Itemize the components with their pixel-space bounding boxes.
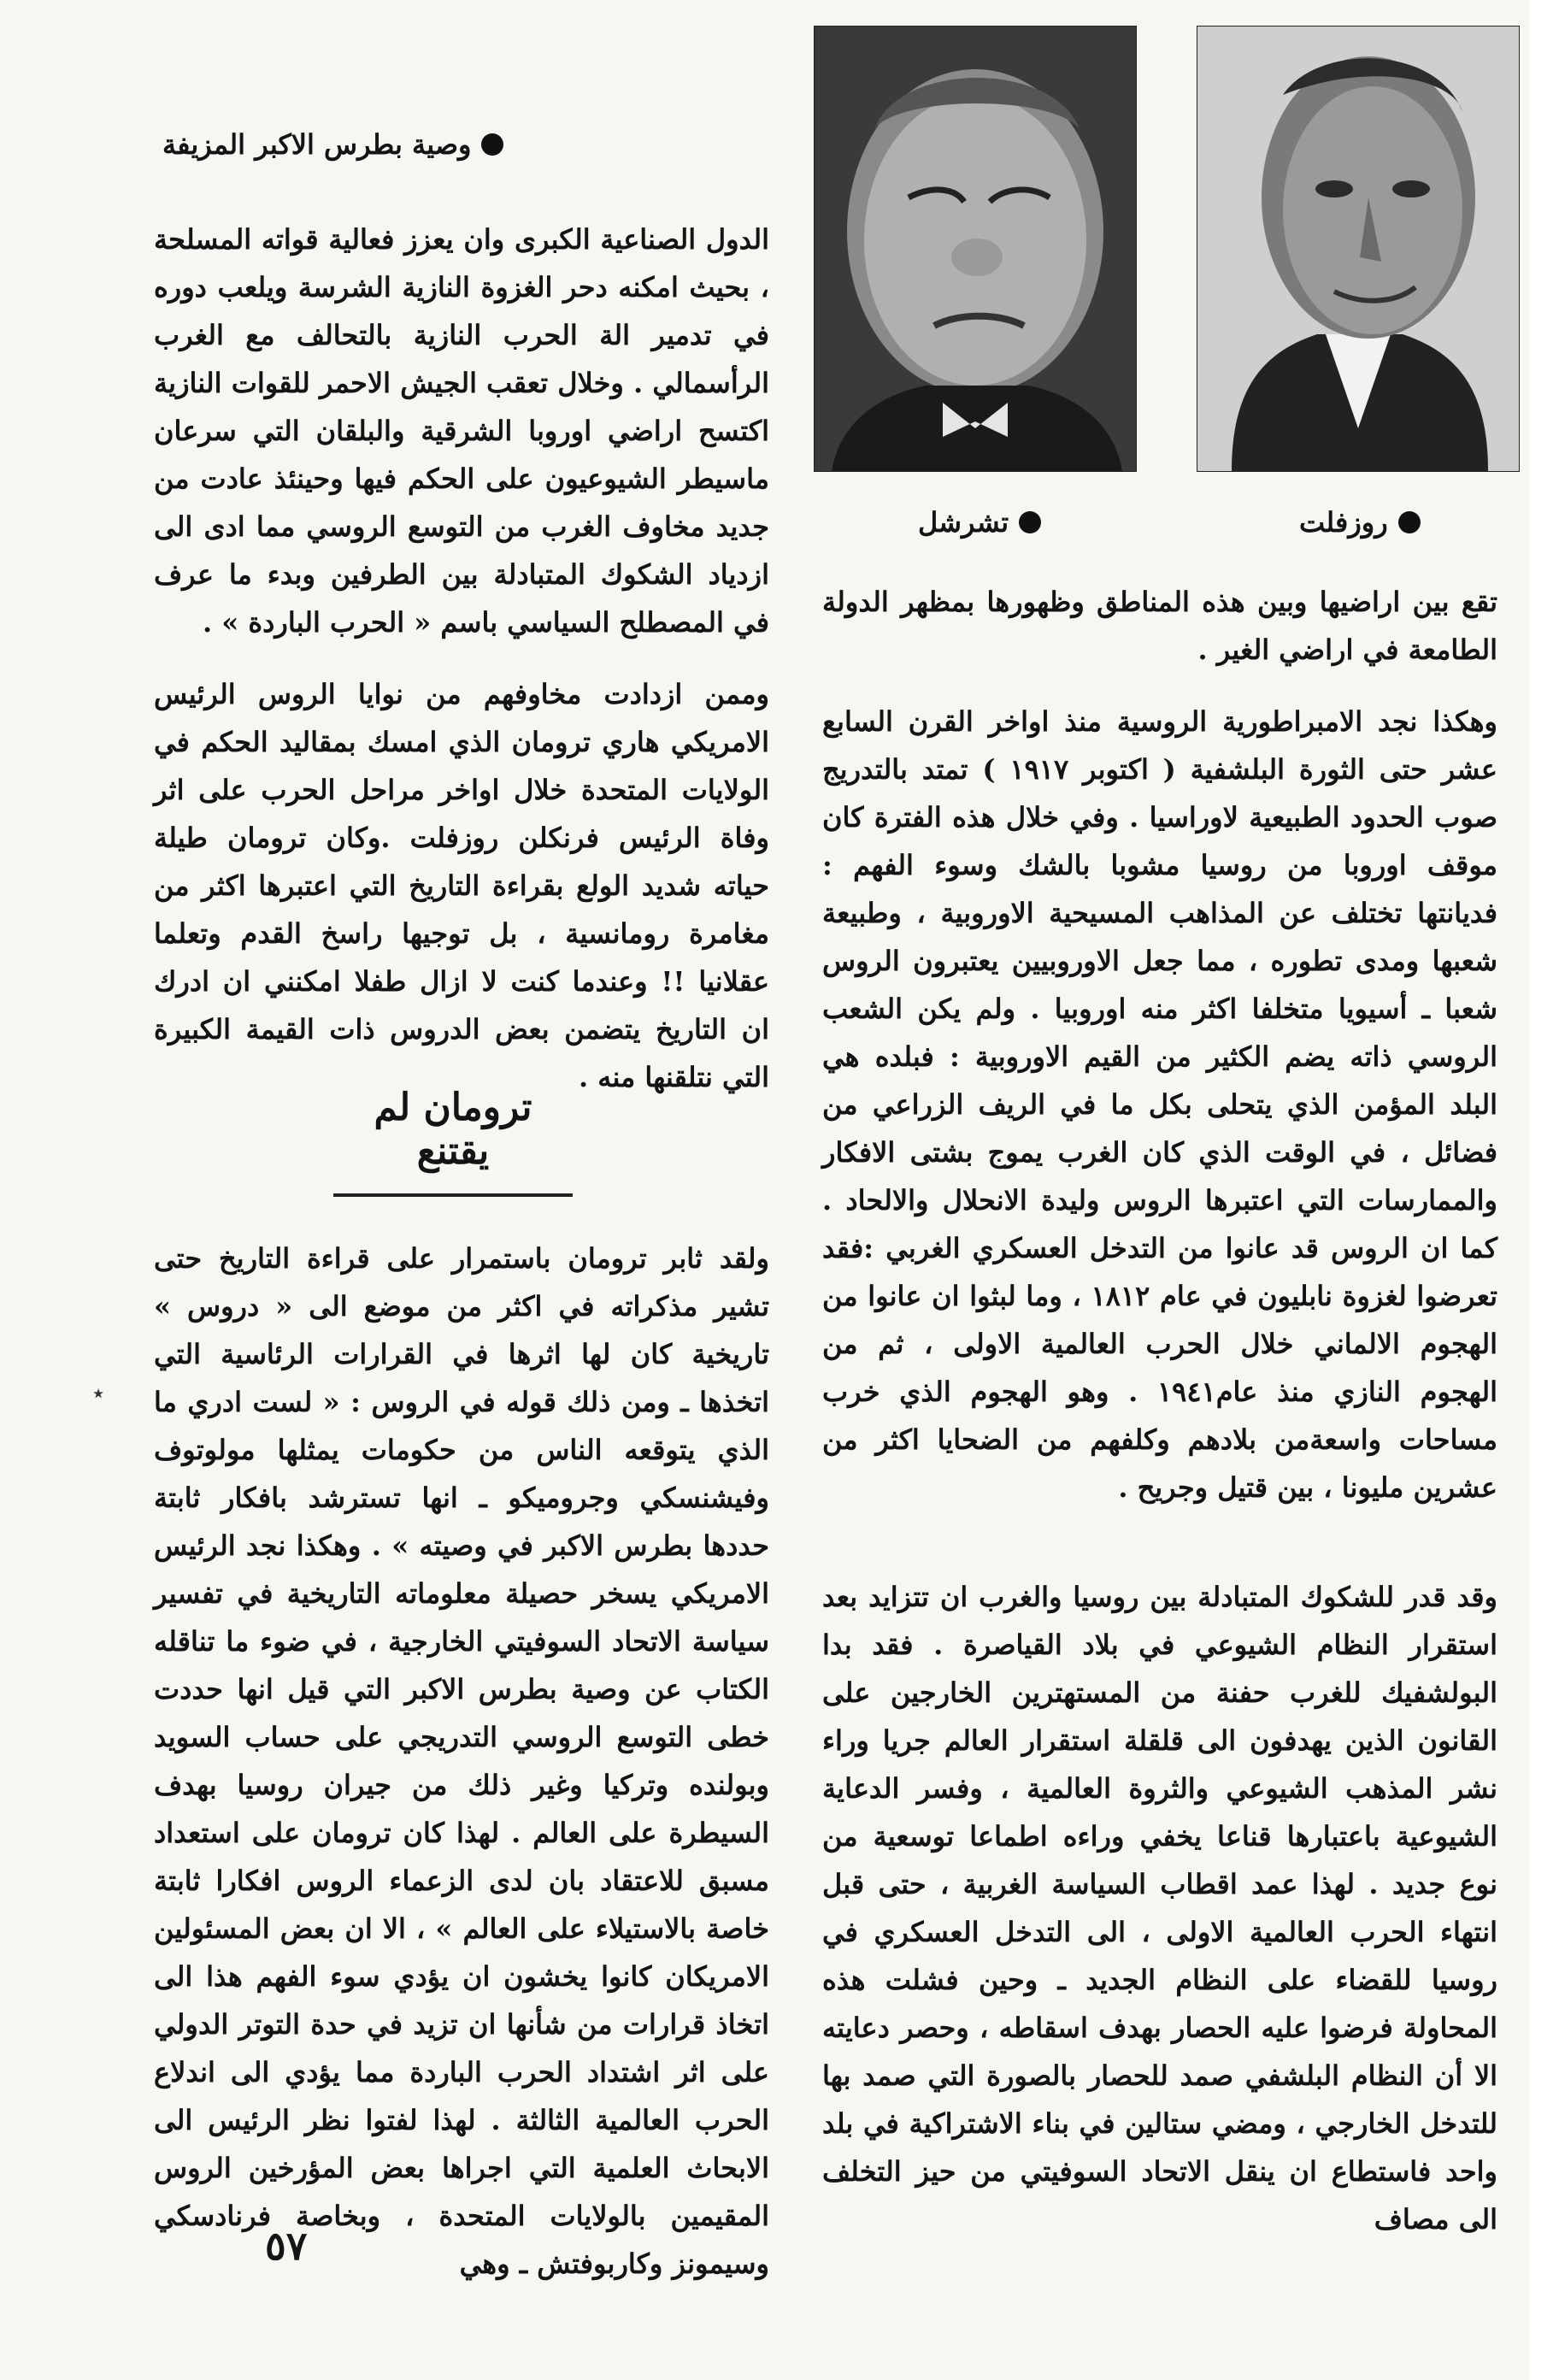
bullet-icon <box>1398 511 1421 533</box>
caption-churchill <box>918 506 1041 539</box>
margin-mark: ٭ <box>92 1381 105 1406</box>
section-heading: ترومان لم يقتنع <box>333 1086 573 1197</box>
paragraph: وهكذا نجد الامبراطورية الروسية منذ اواخر القرن السابع عشر حتى الثورة البلشفية ( اكتوبر ١٩١٧ ) تمتد بالتدريج صوب الحدود الطبيعية لاوراسيا . وفي خلال هذه الفترة كان موقف اوروبا من روسيا مشوبا بالشك وسوء الفهم : فديانتها تختلف عن المذاهب المسيحية الاوروبية ، وطبيعة شعبها ومدى تطوره ، مما جعل الاوروبيين يعتبرون الروس شعبا ـ أسيويا متخلفا اكثر منه اوروبيا . ولم يكن الشعب الروسي ذاته يضم الكثير من القيم الاوروبية : فبلده هي البلد المؤمن الذي يتحلى بكل ما في الريف الزراعي من فضائل ، في الوقت الذي كان الغرب يموج بشتى الافكار والممارسات التي اعتبرها الروس وليدة الانحلال والالحاد . كما ان الروس قد عانوا من التدخل العسكري الغربي :فقد تعرضوا لغزوة نابليون في عام ١٨١٢ ، وما لبثوا ان عانوا من الهجوم الالماني خلال الحرب العالمية الاولى ، ثم من الهجوم النازي منذ عام١٩٤١ . وهو الهجوم الذي خرب مساحات واسعةمن بلادهم وكلفهم من الضحايا اكثر من عشرين مليونا ، بين قتيل وجريح . <box>822 705 1498 1504</box>
photo-churchill <box>814 26 1137 472</box>
paragraph: تقع بين اراضيها وبين هذه المناطق وظهورها بمظهر الدولة الطامعة في اراضي الغير . <box>822 586 1497 666</box>
paragraph: ولقد ثابر ترومان باستمرار على قراءة التاريخ حتى تشير مذكراته في اكثر من موضع الى « دروس » تاريخية كان لها اثرها في القرارات الرئاسية التي اتخذها ـ ومن ذلك قوله في الروس : « لست ادري ما الذي يتوقعه الناس من حكومات يمثلها مولوتوف وفيشنسكي وجروميكو ـ انها تسترشد بافكار ثابتة حددها بطرس الاكبر في وصيته » . وهكذا نجد الرئيس الامريكي يسخر حصيلة معلوماته التاريخية في تفسير سياسة الاتحاد السوفيتي الخارجية ، في ضوء ما تناقله الكتاب عن وصية بطرس الاكبر التي قيل انها حددت خطى التوسع الروسي التدريجي على حساب السويد وبولنده وتركيا وغير ذلك من جيران روسيا بهدف السيطرة على العالم . لهذا كان ترومان على استعداد مسبق للاعتقاد بان لدى الزعماء الروس افكارا ثابتة خاصة بالاستيلاء على العالم » ، الا ان بعض المسئولين الامريكان كانوا يخشون ان يؤدي سوء الفهم هذا الى اتخاذ قرارات من شأنها ان تزيد في حدة التوتر الدولي على اثر اشتداد الحرب الباردة مما يؤدي الى اندلاع الحرب العالمية الثالثة . لهذا لفتوا نظر الرئيس الى الابحاث العلمية التي اجراها بعض المؤرخين الروس المقيمين بالولايات المتحدة ، وبخاصة فرنادسكي وسيمونز وكاربوفتش ـ وهي <box>154 1242 770 2280</box>
caption-roosevelt-text: روزفلت <box>1299 506 1388 539</box>
churchill-portrait-image <box>815 27 1136 471</box>
roosevelt-portrait-image <box>1197 27 1519 471</box>
paragraph: وممن ازدادت مخاوفهم من نوايا الروس الرئيس الامريكي هاري ترومان الذي امسك بمقاليد الحكم في الولايات المتحدة خلال اواخر مراحل الحرب على اثر وفاة الرئيس فرنكلن روزفلت .وكان ترومان طيلة حياته شديد الولع بقراءة التاريخ التي اعتبرها اكثر من مغامرة رومانسية ، بل توجيها راسخ القدم وتعلما عقلانيا !! وعندما كنت لا ازال طفلا امكنني ان ادرك ان التاريخ يتضمن بعض الدروس ذات القيمة الكبيرة التي نتلقنها منه . <box>154 678 770 1093</box>
caption-roosevelt <box>1299 506 1421 539</box>
bullet-icon <box>1019 511 1041 533</box>
section-label <box>162 128 503 161</box>
bullet-icon <box>481 133 503 156</box>
photo-roosevelt <box>1197 26 1520 472</box>
paragraph: وقد قدر للشكوك المتبادلة بين روسيا والغرب ان تتزايد بعد استقرار النظام الشيوعي في بلاد القياصرة . فقد بدا البولشفيك للغرب حفنة من المستهترين الخارجين على القانون الذين يهدفون الى قلقلة استقرار العالم جريا وراء نشر المذهب الشيوعي والثروة العالمية ، وفسر الدعاية الشيوعية باعتبارها قناعا يخفي وراءه اطماعا توسعية من نوع جديد . لهذا عمد اقطاب السياسة الغربية ، حتى قبل انتهاء الحرب العالمية الاولى ، الى التدخل العسكري في روسيا للقضاء على النظام الجديد ـ وحين فشلت هذه المحاولة فرضوا عليه الحصار بهدف اسقاطه ، وحصر دعايته الا أن النظام البلشفي صمد للحصار بالصورة التي صمد بها للتدخل الخارجي ، ومضي ستالين في بناء الاشتراكية في بلد واحد فاستطاع ان ينقل الاتحاد السوفيتي من حيز التخلف الى مصاف <box>822 1581 1498 2236</box>
left-column-top <box>154 215 769 1101</box>
caption-churchill-text: تشرشل <box>918 506 1009 539</box>
right-column <box>822 578 1497 2243</box>
left-column-bottom <box>154 1234 769 2288</box>
page-number: ٥٧ <box>265 2223 308 2269</box>
section-label-text: وصية بطرس الاكبر المزيفة <box>162 128 472 161</box>
paragraph: الدول الصناعية الكبرى وان يعزز فعالية قواته المسلحة ، بحيث امكنه دحر الغزوة النازية الشرسة ويلعب دوره في تدمير الة الحرب النازية بالتحالف مع الغرب الرأسمالي . وخلال تعقب الجيش الاحمر للقوات النازية اكتسح اراضي اوروبا الشرقية والبلقان التي سرعان ماسيطر الشيوعيون على الحكم فيها وحينئذ عادت من جديد مخاوف الغرب من التوسع الروسي مما ادى الى ازدياد الشكوك المتبادلة بين الطرفين وبدء ما عرف في المصطلح السياسي باسم « الحرب الباردة » . <box>154 223 769 639</box>
